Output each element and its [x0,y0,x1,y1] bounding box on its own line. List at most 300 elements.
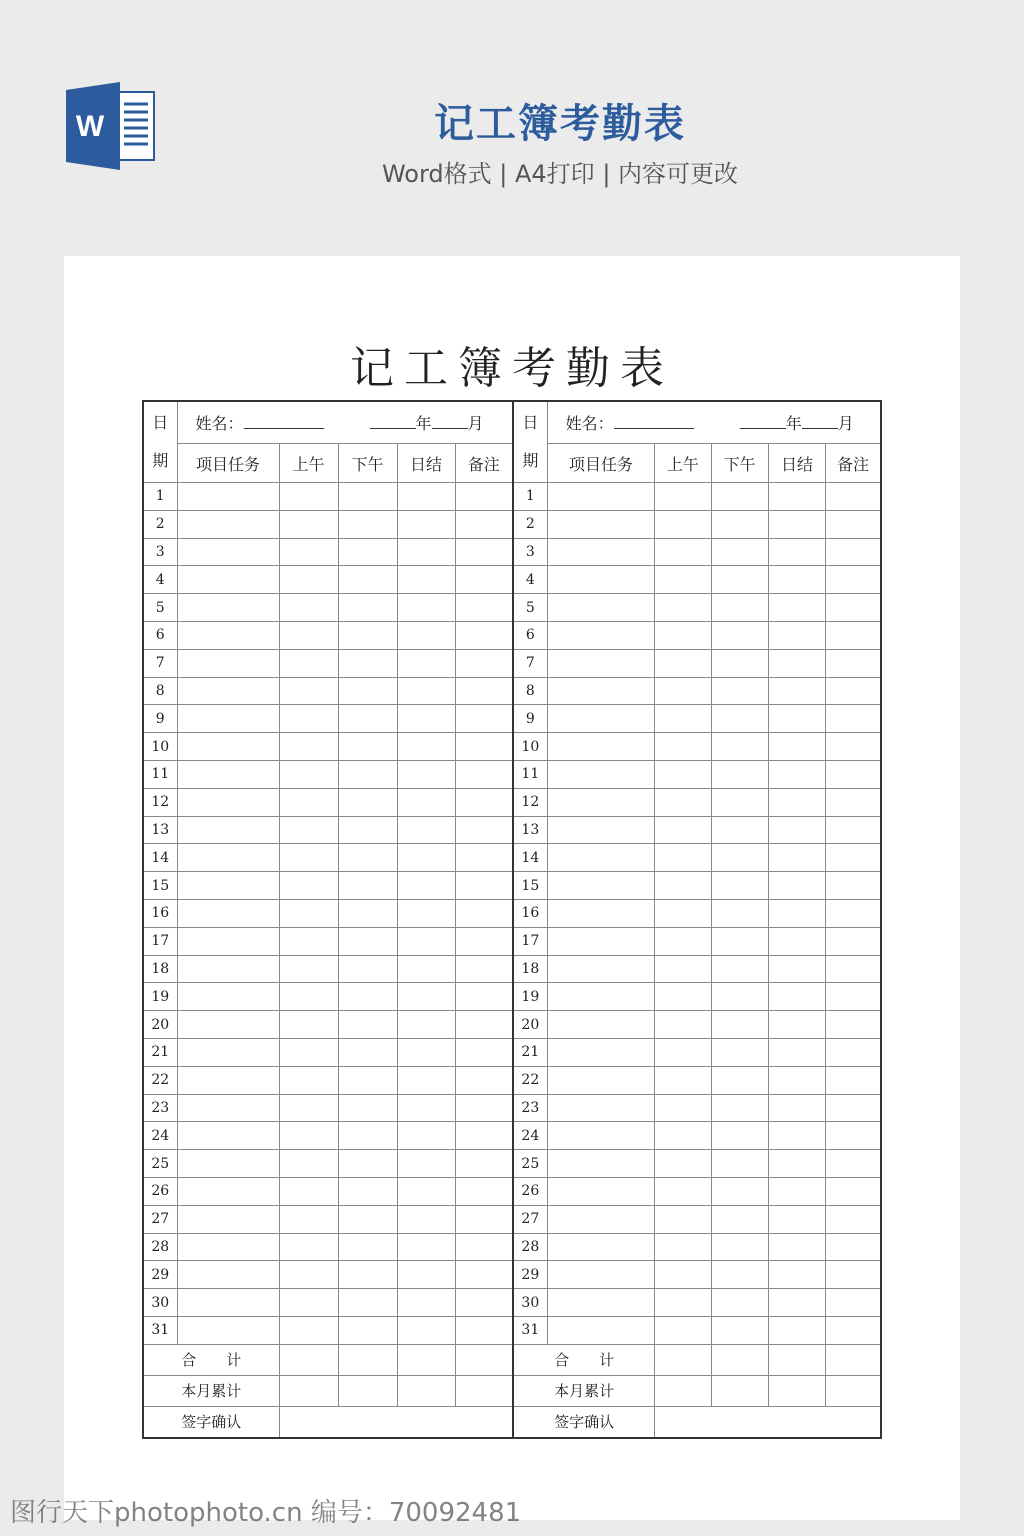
remark-cell[interactable] [455,510,513,538]
task-cell[interactable] [547,983,655,1011]
remark-cell[interactable] [455,1038,513,1066]
total-cell[interactable] [455,1344,513,1375]
afternoon-cell[interactable] [338,760,397,788]
morning-cell[interactable] [279,1289,338,1317]
task-cell[interactable] [547,621,655,649]
remark-cell[interactable] [455,788,513,816]
morning-cell[interactable] [655,1289,711,1317]
afternoon-cell[interactable] [711,1122,768,1150]
task-cell[interactable] [177,872,279,900]
remark-cell[interactable] [455,1289,513,1317]
morning-cell[interactable] [655,649,711,677]
remark-cell[interactable] [455,566,513,594]
monthly-total-cell[interactable] [279,1375,338,1406]
task-cell[interactable] [547,955,655,983]
afternoon-cell[interactable] [338,927,397,955]
signature-cell[interactable] [655,1406,881,1438]
task-cell[interactable] [547,760,655,788]
remark-cell[interactable] [826,621,881,649]
afternoon-cell[interactable] [711,788,768,816]
remark-cell[interactable] [455,705,513,733]
morning-cell[interactable] [279,1122,338,1150]
afternoon-cell[interactable] [711,1011,768,1039]
task-cell[interactable] [177,1011,279,1039]
daily-settlement-cell[interactable] [397,899,455,927]
morning-cell[interactable] [655,1066,711,1094]
remark-cell[interactable] [826,1205,881,1233]
daily-settlement-cell[interactable] [397,510,455,538]
daily-settlement-cell[interactable] [397,1205,455,1233]
task-cell[interactable] [177,483,279,511]
daily-settlement-cell[interactable] [397,538,455,566]
remark-cell[interactable] [826,899,881,927]
morning-cell[interactable] [655,621,711,649]
afternoon-cell[interactable] [338,1261,397,1289]
afternoon-cell[interactable] [338,483,397,511]
morning-cell[interactable] [279,760,338,788]
task-cell[interactable] [547,594,655,622]
task-cell[interactable] [177,1094,279,1122]
morning-cell[interactable] [655,733,711,761]
remark-cell[interactable] [826,788,881,816]
task-cell[interactable] [177,899,279,927]
daily-settlement-cell[interactable] [397,1233,455,1261]
daily-settlement-cell[interactable] [397,816,455,844]
morning-cell[interactable] [655,788,711,816]
month-blank[interactable] [802,412,838,429]
task-cell[interactable] [177,955,279,983]
afternoon-cell[interactable] [711,1066,768,1094]
task-cell[interactable] [177,1233,279,1261]
task-cell[interactable] [177,1316,279,1344]
remark-cell[interactable] [455,649,513,677]
morning-cell[interactable] [655,983,711,1011]
afternoon-cell[interactable] [338,788,397,816]
afternoon-cell[interactable] [711,1289,768,1317]
task-cell[interactable] [177,1066,279,1094]
task-cell[interactable] [547,1122,655,1150]
morning-cell[interactable] [655,1233,711,1261]
task-cell[interactable] [547,1205,655,1233]
task-cell[interactable] [547,538,655,566]
morning-cell[interactable] [655,760,711,788]
afternoon-cell[interactable] [711,1038,768,1066]
daily-settlement-cell[interactable] [768,1177,825,1205]
daily-settlement-cell[interactable] [397,621,455,649]
monthly-total-cell[interactable] [397,1375,455,1406]
task-cell[interactable] [177,760,279,788]
task-cell[interactable] [177,621,279,649]
total-cell[interactable] [397,1344,455,1375]
morning-cell[interactable] [655,1177,711,1205]
daily-settlement-cell[interactable] [768,510,825,538]
morning-cell[interactable] [279,1150,338,1178]
task-cell[interactable] [547,1066,655,1094]
total-cell[interactable] [768,1344,825,1375]
morning-cell[interactable] [279,955,338,983]
afternoon-cell[interactable] [338,1289,397,1317]
remark-cell[interactable] [826,733,881,761]
remark-cell[interactable] [826,538,881,566]
morning-cell[interactable] [655,1150,711,1178]
afternoon-cell[interactable] [711,1205,768,1233]
afternoon-cell[interactable] [711,566,768,594]
afternoon-cell[interactable] [711,538,768,566]
remark-cell[interactable] [826,955,881,983]
task-cell[interactable] [177,649,279,677]
morning-cell[interactable] [655,1316,711,1344]
daily-settlement-cell[interactable] [397,1066,455,1094]
daily-settlement-cell[interactable] [397,566,455,594]
task-cell[interactable] [547,844,655,872]
morning-cell[interactable] [655,844,711,872]
afternoon-cell[interactable] [338,1122,397,1150]
daily-settlement-cell[interactable] [397,677,455,705]
daily-settlement-cell[interactable] [768,483,825,511]
afternoon-cell[interactable] [338,872,397,900]
daily-settlement-cell[interactable] [768,705,825,733]
name-blank[interactable] [614,412,694,429]
daily-settlement-cell[interactable] [768,1316,825,1344]
remark-cell[interactable] [826,1038,881,1066]
daily-settlement-cell[interactable] [397,1011,455,1039]
daily-settlement-cell[interactable] [768,1205,825,1233]
daily-settlement-cell[interactable] [397,955,455,983]
month-blank[interactable] [432,412,468,429]
daily-settlement-cell[interactable] [397,760,455,788]
morning-cell[interactable] [279,927,338,955]
morning-cell[interactable] [279,566,338,594]
remark-cell[interactable] [455,1094,513,1122]
afternoon-cell[interactable] [338,538,397,566]
remark-cell[interactable] [455,1066,513,1094]
remark-cell[interactable] [826,705,881,733]
daily-settlement-cell[interactable] [768,760,825,788]
remark-cell[interactable] [455,816,513,844]
remark-cell[interactable] [455,1122,513,1150]
monthly-total-cell[interactable] [455,1375,513,1406]
daily-settlement-cell[interactable] [397,1289,455,1317]
morning-cell[interactable] [655,594,711,622]
daily-settlement-cell[interactable] [397,927,455,955]
afternoon-cell[interactable] [711,1177,768,1205]
remark-cell[interactable] [826,760,881,788]
morning-cell[interactable] [279,844,338,872]
year-blank[interactable] [740,412,786,429]
morning-cell[interactable] [279,621,338,649]
task-cell[interactable] [177,538,279,566]
morning-cell[interactable] [279,538,338,566]
afternoon-cell[interactable] [711,510,768,538]
remark-cell[interactable] [826,1177,881,1205]
afternoon-cell[interactable] [338,510,397,538]
daily-settlement-cell[interactable] [397,733,455,761]
task-cell[interactable] [177,510,279,538]
morning-cell[interactable] [279,1066,338,1094]
afternoon-cell[interactable] [338,1233,397,1261]
morning-cell[interactable] [655,1094,711,1122]
remark-cell[interactable] [455,1261,513,1289]
daily-settlement-cell[interactable] [397,983,455,1011]
monthly-total-cell[interactable] [655,1375,711,1406]
morning-cell[interactable] [279,733,338,761]
remark-cell[interactable] [826,1233,881,1261]
task-cell[interactable] [177,1122,279,1150]
daily-settlement-cell[interactable] [397,1038,455,1066]
daily-settlement-cell[interactable] [397,1094,455,1122]
daily-settlement-cell[interactable] [397,649,455,677]
remark-cell[interactable] [826,677,881,705]
task-cell[interactable] [177,1289,279,1317]
remark-cell[interactable] [826,1289,881,1317]
task-cell[interactable] [177,1205,279,1233]
task-cell[interactable] [177,1150,279,1178]
daily-settlement-cell[interactable] [397,1316,455,1344]
task-cell[interactable] [177,1177,279,1205]
afternoon-cell[interactable] [711,483,768,511]
afternoon-cell[interactable] [711,1233,768,1261]
afternoon-cell[interactable] [338,594,397,622]
daily-settlement-cell[interactable] [768,566,825,594]
remark-cell[interactable] [826,1261,881,1289]
daily-settlement-cell[interactable] [768,1233,825,1261]
afternoon-cell[interactable] [711,1316,768,1344]
afternoon-cell[interactable] [338,649,397,677]
monthly-total-cell[interactable] [338,1375,397,1406]
remark-cell[interactable] [826,844,881,872]
afternoon-cell[interactable] [338,1066,397,1094]
task-cell[interactable] [547,816,655,844]
remark-cell[interactable] [455,844,513,872]
task-cell[interactable] [177,566,279,594]
morning-cell[interactable] [279,1316,338,1344]
morning-cell[interactable] [279,594,338,622]
daily-settlement-cell[interactable] [768,788,825,816]
remark-cell[interactable] [826,510,881,538]
year-blank[interactable] [370,412,416,429]
remark-cell[interactable] [455,899,513,927]
remark-cell[interactable] [826,1150,881,1178]
morning-cell[interactable] [655,705,711,733]
daily-settlement-cell[interactable] [397,844,455,872]
afternoon-cell[interactable] [338,844,397,872]
remark-cell[interactable] [826,566,881,594]
afternoon-cell[interactable] [711,594,768,622]
afternoon-cell[interactable] [338,1038,397,1066]
daily-settlement-cell[interactable] [397,1261,455,1289]
daily-settlement-cell[interactable] [768,1289,825,1317]
task-cell[interactable] [177,1038,279,1066]
morning-cell[interactable] [655,677,711,705]
remark-cell[interactable] [455,955,513,983]
task-cell[interactable] [547,733,655,761]
remark-cell[interactable] [826,872,881,900]
task-cell[interactable] [547,483,655,511]
monthly-total-cell[interactable] [711,1375,768,1406]
afternoon-cell[interactable] [338,1177,397,1205]
afternoon-cell[interactable] [338,816,397,844]
afternoon-cell[interactable] [711,1094,768,1122]
total-cell[interactable] [338,1344,397,1375]
morning-cell[interactable] [655,955,711,983]
morning-cell[interactable] [655,566,711,594]
daily-settlement-cell[interactable] [397,705,455,733]
morning-cell[interactable] [655,1038,711,1066]
morning-cell[interactable] [279,1094,338,1122]
morning-cell[interactable] [279,872,338,900]
morning-cell[interactable] [279,649,338,677]
task-cell[interactable] [177,844,279,872]
morning-cell[interactable] [279,1205,338,1233]
remark-cell[interactable] [455,760,513,788]
task-cell[interactable] [177,1261,279,1289]
daily-settlement-cell[interactable] [768,1150,825,1178]
morning-cell[interactable] [655,1261,711,1289]
task-cell[interactable] [547,872,655,900]
remark-cell[interactable] [455,677,513,705]
task-cell[interactable] [547,1261,655,1289]
task-cell[interactable] [177,927,279,955]
remark-cell[interactable] [455,483,513,511]
daily-settlement-cell[interactable] [397,1122,455,1150]
morning-cell[interactable] [279,983,338,1011]
monthly-total-cell[interactable] [826,1375,881,1406]
morning-cell[interactable] [655,872,711,900]
remark-cell[interactable] [455,1177,513,1205]
morning-cell[interactable] [279,677,338,705]
daily-settlement-cell[interactable] [768,927,825,955]
task-cell[interactable] [547,1316,655,1344]
remark-cell[interactable] [455,1316,513,1344]
task-cell[interactable] [547,1094,655,1122]
afternoon-cell[interactable] [711,816,768,844]
task-cell[interactable] [547,649,655,677]
remark-cell[interactable] [826,594,881,622]
afternoon-cell[interactable] [338,955,397,983]
task-cell[interactable] [177,705,279,733]
afternoon-cell[interactable] [338,705,397,733]
afternoon-cell[interactable] [711,844,768,872]
task-cell[interactable] [547,510,655,538]
remark-cell[interactable] [826,1316,881,1344]
daily-settlement-cell[interactable] [397,594,455,622]
morning-cell[interactable] [279,816,338,844]
daily-settlement-cell[interactable] [397,872,455,900]
remark-cell[interactable] [455,594,513,622]
daily-settlement-cell[interactable] [768,677,825,705]
daily-settlement-cell[interactable] [768,1038,825,1066]
morning-cell[interactable] [655,483,711,511]
morning-cell[interactable] [279,1177,338,1205]
afternoon-cell[interactable] [338,1205,397,1233]
morning-cell[interactable] [655,538,711,566]
task-cell[interactable] [547,1011,655,1039]
remark-cell[interactable] [455,1205,513,1233]
task-cell[interactable] [177,983,279,1011]
remark-cell[interactable] [455,1011,513,1039]
morning-cell[interactable] [279,483,338,511]
total-cell[interactable] [655,1344,711,1375]
afternoon-cell[interactable] [711,733,768,761]
afternoon-cell[interactable] [711,872,768,900]
task-cell[interactable] [547,899,655,927]
morning-cell[interactable] [655,927,711,955]
afternoon-cell[interactable] [711,677,768,705]
daily-settlement-cell[interactable] [768,1261,825,1289]
morning-cell[interactable] [655,1122,711,1150]
remark-cell[interactable] [455,621,513,649]
afternoon-cell[interactable] [338,677,397,705]
daily-settlement-cell[interactable] [768,538,825,566]
total-cell[interactable] [711,1344,768,1375]
task-cell[interactable] [547,788,655,816]
daily-settlement-cell[interactable] [768,983,825,1011]
daily-settlement-cell[interactable] [397,483,455,511]
remark-cell[interactable] [455,733,513,761]
remark-cell[interactable] [455,872,513,900]
morning-cell[interactable] [655,1205,711,1233]
morning-cell[interactable] [279,899,338,927]
afternoon-cell[interactable] [711,899,768,927]
total-cell[interactable] [279,1344,338,1375]
daily-settlement-cell[interactable] [768,1066,825,1094]
remark-cell[interactable] [455,1150,513,1178]
task-cell[interactable] [547,566,655,594]
morning-cell[interactable] [279,510,338,538]
morning-cell[interactable] [279,705,338,733]
daily-settlement-cell[interactable] [768,955,825,983]
morning-cell[interactable] [279,1038,338,1066]
afternoon-cell[interactable] [711,1150,768,1178]
morning-cell[interactable] [279,1233,338,1261]
remark-cell[interactable] [826,483,881,511]
afternoon-cell[interactable] [338,983,397,1011]
afternoon-cell[interactable] [338,899,397,927]
daily-settlement-cell[interactable] [768,899,825,927]
morning-cell[interactable] [279,1011,338,1039]
monthly-total-cell[interactable] [768,1375,825,1406]
morning-cell[interactable] [279,788,338,816]
task-cell[interactable] [177,733,279,761]
daily-settlement-cell[interactable] [768,1011,825,1039]
morning-cell[interactable] [655,899,711,927]
remark-cell[interactable] [826,1066,881,1094]
task-cell[interactable] [177,677,279,705]
afternoon-cell[interactable] [338,1150,397,1178]
daily-settlement-cell[interactable] [768,621,825,649]
remark-cell[interactable] [826,983,881,1011]
task-cell[interactable] [177,788,279,816]
daily-settlement-cell[interactable] [397,1150,455,1178]
task-cell[interactable] [547,1177,655,1205]
remark-cell[interactable] [826,927,881,955]
daily-settlement-cell[interactable] [397,788,455,816]
task-cell[interactable] [177,816,279,844]
afternoon-cell[interactable] [711,705,768,733]
remark-cell[interactable] [826,1094,881,1122]
remark-cell[interactable] [826,1011,881,1039]
daily-settlement-cell[interactable] [768,733,825,761]
daily-settlement-cell[interactable] [768,844,825,872]
afternoon-cell[interactable] [711,983,768,1011]
morning-cell[interactable] [279,1261,338,1289]
daily-settlement-cell[interactable] [768,816,825,844]
daily-settlement-cell[interactable] [768,1122,825,1150]
daily-settlement-cell[interactable] [768,872,825,900]
afternoon-cell[interactable] [711,955,768,983]
afternoon-cell[interactable] [338,733,397,761]
afternoon-cell[interactable] [711,1261,768,1289]
